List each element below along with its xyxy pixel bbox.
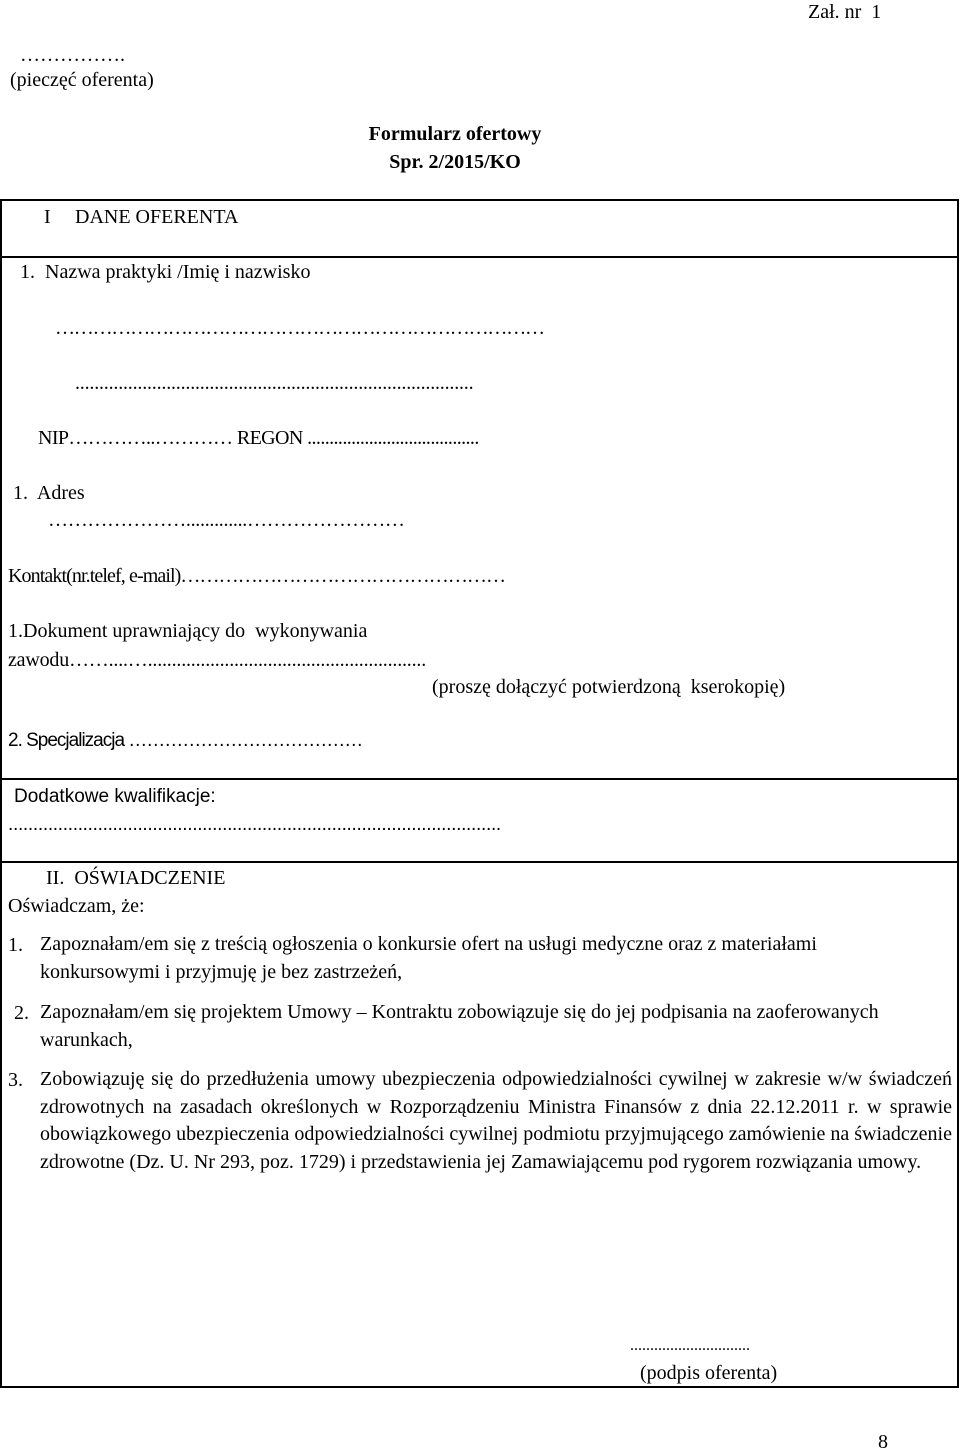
specialization-field: 2. Specjalizacja ………………………………… — [8, 730, 363, 751]
separator-heading — [0, 256, 959, 258]
document-label: 1.Dokument uprawniający do wykonywania — [8, 620, 368, 642]
form-title: Formularz ofertowy — [368, 123, 542, 145]
declaration-1-number: 1. — [8, 934, 23, 956]
qualifications-label: Dodatkowe kwalifikacje: — [14, 786, 216, 807]
frame-right — [957, 199, 959, 1388]
document-note: (proszę dołączyć potwierdzoną kserokopię) — [432, 676, 786, 698]
frame-bottom — [0, 1386, 959, 1388]
frame-left — [0, 199, 2, 1388]
nip-regon-field: NIP…………..………… REGON ....................................... — [38, 427, 479, 449]
declaration-2-number: 2. — [14, 1002, 29, 1024]
form-reference: Spr. 2/2015/KO — [389, 151, 521, 173]
section1-heading: DANE OFERENTA — [75, 206, 239, 228]
separator-declaration — [0, 861, 959, 863]
declaration-3-number: 3. — [8, 1069, 23, 1091]
name-dots-line2: ................................................................................... — [75, 372, 474, 394]
address-label: 1. Adres — [13, 482, 85, 504]
page-number: 8 — [878, 1431, 888, 1453]
contact-field: Kontakt(nr.telef, e-mail)…………………………………………… — [8, 565, 506, 587]
name-label: 1. Nazwa praktyki /Imię i nazwisko — [20, 261, 311, 283]
address-dots: ………………….............…………………… — [48, 509, 405, 531]
qualifications-dots: ................................................................................................... — [8, 814, 501, 835]
stamp-dots: ……………. — [20, 44, 125, 66]
section2-heading: II. OŚWIADCZENIE — [46, 867, 226, 889]
declaration-3-text: Zobowiązuję się do przedłużenia umowy ubezpieczenia odpowiedzialności cywilnej w zakresie w/w świadczeń zdrowotnych na zasadach określonych w Rozporządzeniu Ministra Finansów z dnia 22.12.2011 r. w sprawie obowiązkowego ubezpieczenia odpowiedzialności cywilnej podmiotu przyjmującego zamówienie na świadczenie zdrowotne (Dz. U. Nr 293, poz. 1729) i przedstawienia jej Zamawiającemu pod rygorem rozwiązania umowy. — [40, 1068, 952, 1173]
frame-top — [0, 199, 958, 201]
name-dots-line1: …………………………………………………………………… — [55, 317, 544, 339]
declaration-2-text: Zapoznałam/em się projektem Umowy – Kontraktu zobowiązuje się do jej podpisania na zaoferowanych warunkach, — [40, 1001, 879, 1051]
stamp-label: (pieczęć oferenta) — [10, 69, 154, 91]
section2-intro: Oświadczam, że: — [8, 895, 145, 917]
declaration-1-text: Zapoznałam/em się z treścią ogłoszenia o konkursie ofert na usługi medyczne oraz z materiałami konkursowymi i przyjmuję je bez zastrzeżeń, — [40, 933, 817, 983]
separator-specialization — [0, 778, 959, 780]
attachment-label: Zał. nr 1 — [808, 1, 882, 23]
signature-label: (podpis oferenta) — [640, 1362, 778, 1384]
signature-dots: .............................. — [630, 1337, 750, 1354]
section1-number: I — [44, 206, 51, 228]
document-dots: zawodu……....….......................................................... — [8, 649, 426, 671]
